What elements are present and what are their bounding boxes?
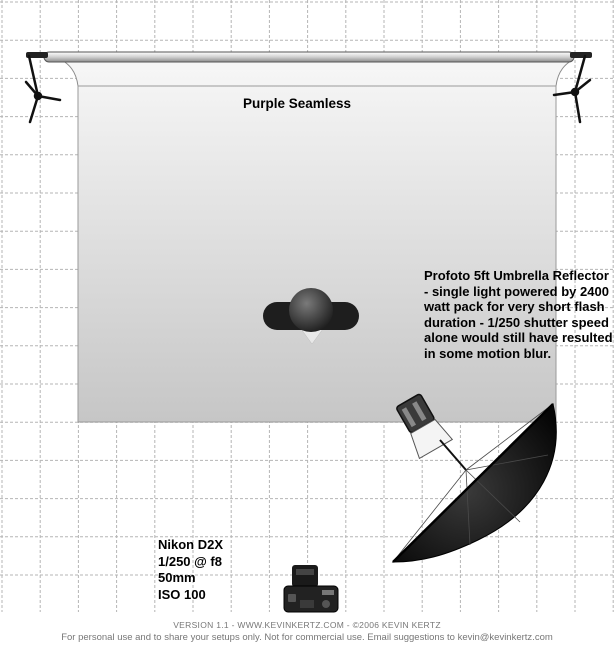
backdrop-label: Purple Seamless (243, 96, 352, 111)
seamless-backdrop (62, 60, 572, 422)
camera-iso: ISO 100 (158, 586, 206, 602)
camera-model: Nikon D2X (158, 537, 224, 552)
camera-icon (284, 565, 338, 612)
footer-usage-note: For personal use and to share your setups only. Not for commercial use. Email suggestions to kevin@kevinkertz.com (61, 632, 553, 643)
footer-version: VERSION 1.1 - WWW.KEVINKERTZ.COM - ©2006 KEVIN KERTZ (173, 620, 441, 630)
light-stand-icon (26, 56, 60, 122)
light-note: Profoto 5ft Umbrella Reflector - single light powered by 2400 watt pack for very short flash duration - 1/250 shutter speed alone would still have resulted in some motion blur. (424, 268, 613, 361)
backdrop-crossbar (26, 52, 592, 62)
camera-lens: 50mm (158, 570, 196, 585)
camera-settings (158, 537, 223, 603)
footer (0, 619, 614, 644)
camera-exposure: 1/250 @ f8 (158, 553, 222, 569)
